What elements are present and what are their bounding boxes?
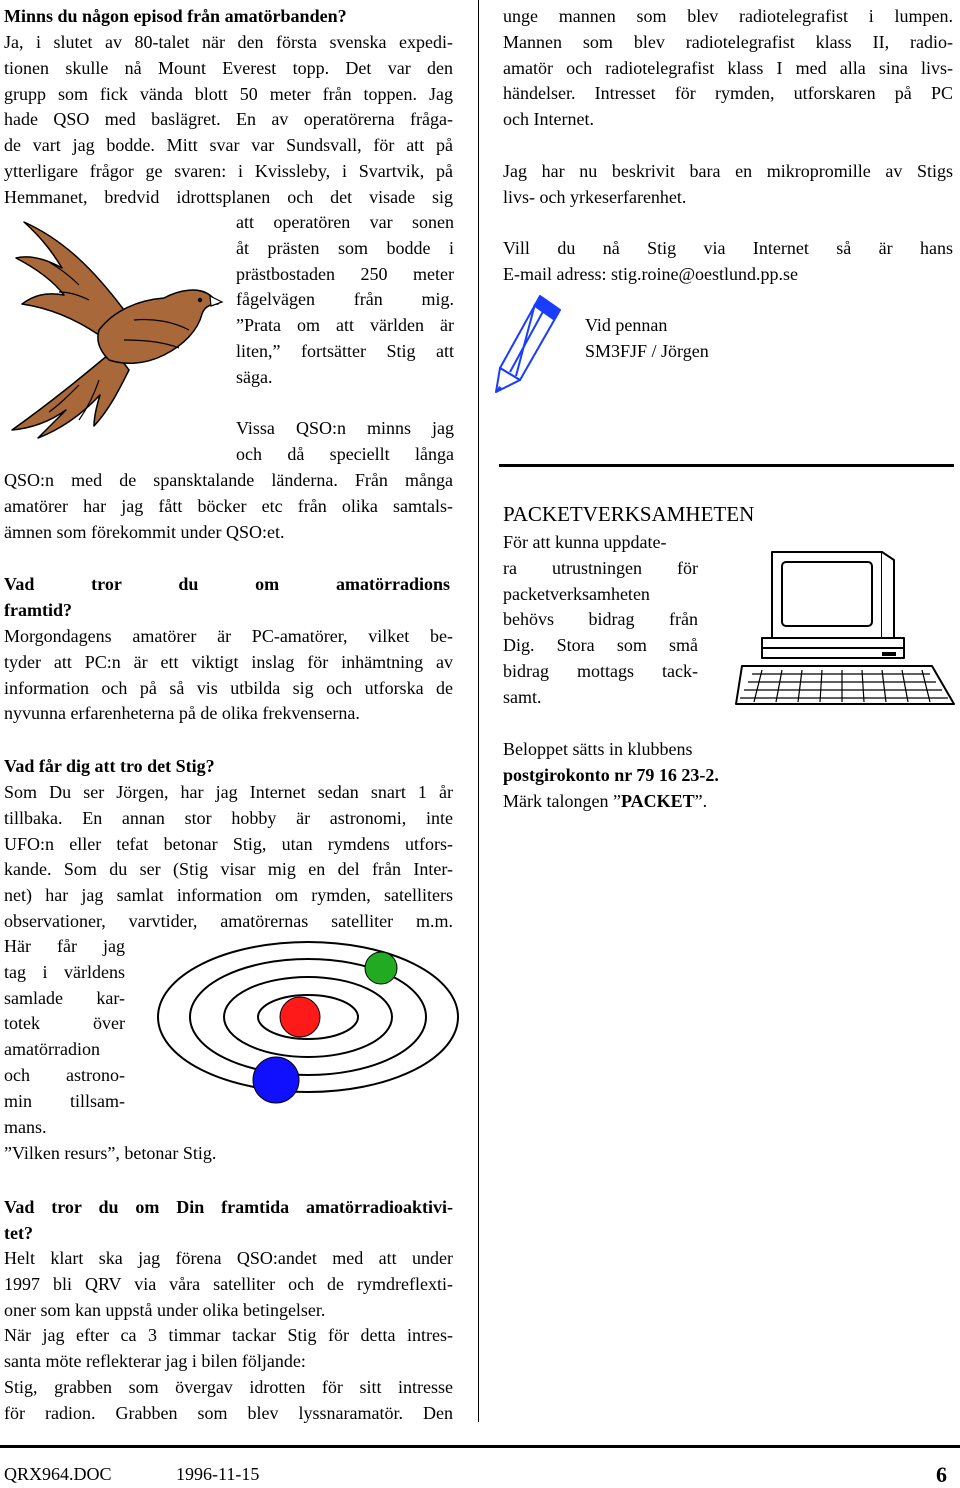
intro-paragraph: Ja, i slutet av 80-talet när den första svenska expedi- tionen skulle nå Mount Everest topp. Det var den grupp som fick vända blott 50 meter från toppen. Jag hade QSO med baslägret. En av operatörerna fråga- de vart jag bodde. Mitt svar var Sundsvall, för att på ytterligare frågor ge svaren: i Kvissleby, i Svartvik, på Hemmanet, bredvid idrottsplanen och det visade sig (4, 32, 453, 207)
bird-illustration (4, 200, 236, 440)
contact-paragraph: Vill du nå Stig via Internet så är hans E-mail adress: stig.roine@oestlund.pp.se (503, 236, 953, 288)
email-address: E-mail adress: stig.roine@oestlund.pp.se (503, 263, 799, 284)
heading-episode: Minns du någon episod från amatörbanden? (4, 6, 347, 26)
orbit-illustration (150, 935, 465, 1105)
page-number: 6 (936, 1462, 947, 1487)
belief-paragraph: Som Du ser Jörgen, har jag Internet sedan snart 1 år tillbaka. En annan stor hobby är astronomi, inte UFO:n eller tefat betonar Stig, utan rymdens utfors- kande. Som du ser (Stig visar mig en del från Inter- net) har jag samlat information om rymden, satelliters observationer, varvtider, amatörernas satelliter m.m. (4, 782, 453, 931)
section-rule (499, 464, 954, 467)
summary-paragraph: Jag har nu beskrivit bara en mikropromille av Stigs livs- och yrkeserfarenhet. (503, 161, 953, 207)
column-divider (478, 0, 479, 1422)
heading-activity: Vad tror du om Din framtida amatörradioaktivi- tet? (4, 1197, 453, 1243)
resource-quote: ”Vilken resurs”, betonar Stig. (4, 1143, 217, 1163)
footer-date: 1996-11-15 (176, 1464, 260, 1484)
continuation-paragraph: unge mannen som blev radiotelegrafist i lumpen. Mannen som blev radiotelegrafist klass II, radio- amatör och radiotelegrafist klass I med alla sina livs- händelser. Intresset för rymden, utforskaren på PC och Internet. (503, 6, 953, 130)
final-paragraph: Helt klart ska jag förena QSO:andet med att under 1997 bli QRV via våra satelliter och de rymdreflexti- oner som kan uppstå under olika betingelser. När jag efter ca 3 timmar tackar Stig för detta intres- santa möte reflekterar jag i bilen följande: Stig, grabben som övergav idrotten för sitt intresse för radion. Grabben som blev lyssnaramatör. Den (4, 1248, 453, 1423)
orbit-paragraph: Här får jag tag i världens samlade kar- totek över amatörradion och astrono- min tillsam- mans. (4, 936, 125, 1137)
qso-paragraph-start: Vissa QSO:n minns jag och då speciellt långa (236, 418, 454, 464)
planet-blue-icon (253, 1057, 299, 1103)
bird-paragraph: att operatören var sonen åt prästen som bodde i prästbostaden 250 meter fågelvägen från mig. ”Prata om att världen är liten,” fortsätter Stig att säga. (236, 212, 454, 387)
pencil-icon (490, 288, 570, 398)
heading-belief: Vad får dig att tro det Stig? (4, 756, 215, 776)
packet-heading: PACKETVERKSAMHETEN (503, 502, 755, 526)
signature: Vid pennan SM3FJF / Jörgen (585, 315, 709, 361)
future-paragraph: Morgondagens amatörer är PC-amatörer, vilket be- tyder att PC:n är ett viktigt inslag för inhämtning av information och på så vis utbilda sig och utforska de nyvunna erfarenheterna på de olika frekvenserna. (4, 626, 453, 724)
qso-paragraph: QSO:n med de spansktalande länderna. Från många amatörer har jag fått böcker etc från olika samtals- ämnen som förekommit under QSO:et. (4, 470, 453, 542)
footer-rule (0, 1445, 960, 1448)
computer-icon (732, 548, 958, 712)
packet-paragraph: För att kunna uppdate- ra utrustningen för packetverksamheten behövs bidrag från Dig. Stora som små bidrag mottags tack- samt. (503, 532, 698, 707)
planet-green-icon (365, 952, 397, 984)
payment-paragraph: Beloppet sätts in klubbens postgirokonto nr 79 16 23-2. Märk talongen ”PACKET”. (503, 739, 719, 811)
footer-filename: QRX964.DOC (4, 1464, 112, 1484)
heading-future: Vad tror du om amatörradions framtid? (4, 574, 450, 620)
planet-red-icon (280, 997, 320, 1037)
postgiro-account: postgirokonto nr 79 16 23-2. (503, 764, 719, 785)
